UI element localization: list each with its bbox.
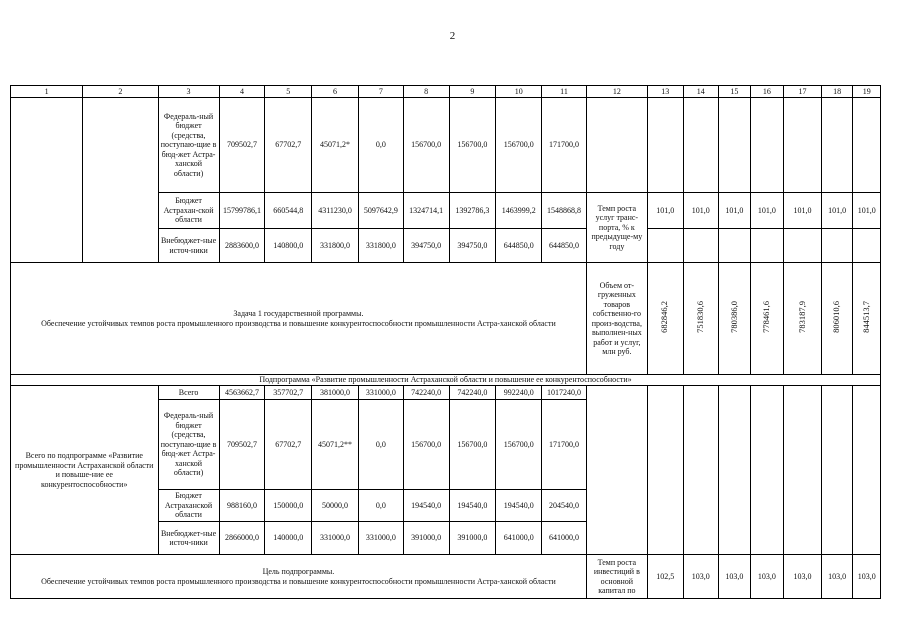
cell: 4563662,7 (219, 386, 265, 400)
source-label: Федераль-ный бюджет (средства, поступаю-щие в бюд-жет Астра-ханской области) (158, 400, 219, 490)
cell: 331000,0 (312, 522, 359, 555)
table-row (11, 98, 881, 193)
indicator-value: 101,0 (683, 193, 719, 229)
cell: 331000,0 (358, 522, 403, 555)
cell: 742240,0 (403, 386, 449, 400)
indicator-value: 103,0 (750, 555, 784, 599)
cell: 660544,8 (265, 193, 312, 229)
col-header: 13 (647, 86, 683, 98)
task-description (11, 263, 587, 375)
cell: 194540,0 (449, 490, 496, 522)
col-header: 11 (542, 86, 587, 98)
cell: 5097642,9 (358, 193, 403, 229)
indicator-value: 103,0 (821, 555, 853, 599)
cell: 357702,7 (265, 386, 312, 400)
table-row (11, 386, 881, 400)
source-label: Внебюджет-ные источ-ники (158, 229, 219, 263)
indicator-value: 778461,6 (761, 301, 772, 334)
indicator-value: 101,0 (821, 193, 853, 229)
indicator-value: 751830,6 (695, 301, 706, 334)
cell: 0,0 (358, 400, 403, 490)
source-label: Внебюджет-ные источ-ники (158, 522, 219, 555)
header-row (11, 86, 881, 98)
col-header: 5 (265, 86, 312, 98)
goal-title: Цель подпрограммы. (262, 567, 335, 576)
col-header: 18 (821, 86, 853, 98)
cell: 156700,0 (449, 98, 496, 193)
cell: 150000,0 (265, 490, 312, 522)
task-row (11, 263, 881, 375)
indicator-value: 844513,7 (860, 301, 871, 334)
cell: 988160,0 (219, 490, 265, 522)
cell: 331800,0 (358, 229, 403, 263)
cell: 171700,0 (542, 400, 587, 490)
source-label: Всего (158, 386, 219, 400)
goal-text: Обеспечение устойчивых темпов роста промышленного производства и повышение конкурентоспособности промышленности Астра-ханской области (41, 576, 556, 586)
cell: 194540,0 (403, 490, 449, 522)
task-title: Задача 1 государственной программы. (233, 309, 364, 318)
col-header: 19 (853, 86, 881, 98)
cell: 992240,0 (496, 386, 542, 400)
cell: 709502,7 (219, 400, 265, 490)
col-header: 16 (750, 86, 784, 98)
cell: 644850,0 (496, 229, 542, 263)
source-label: Федераль-ный бюджет (средства, поступаю-щие в бюд-жет Астра-ханской области) (158, 98, 219, 193)
indicator-label: Объем от-груженных товаров собственно-го произ-водства, выполнен-ных работ и услуг, млн руб. (586, 263, 647, 375)
indicator-label: Темп роста инвестиций в основной капитал по (586, 555, 647, 599)
cell: 331000,0 (358, 386, 403, 400)
cell: 391000,0 (449, 522, 496, 555)
cell: 391000,0 (403, 522, 449, 555)
cell: 1324714,1 (403, 193, 449, 229)
indicator-value: 103,0 (784, 555, 822, 599)
indicator-value: 103,0 (719, 555, 751, 599)
cell: 381000,0 (312, 386, 359, 400)
cell: 4311230,0 (312, 193, 359, 229)
indicator-value: 101,0 (853, 193, 881, 229)
col-header: 15 (719, 86, 751, 98)
cell: 1548868,8 (542, 193, 587, 229)
cell: 394750,0 (403, 229, 449, 263)
cell: 1017240,0 (542, 386, 587, 400)
cell: 50000,0 (312, 490, 359, 522)
cell: 45071,2* (312, 98, 359, 193)
cell: 171700,0 (542, 98, 587, 193)
col-header: 4 (219, 86, 265, 98)
indicator-value: 103,0 (683, 555, 719, 599)
cell: 1392786,3 (449, 193, 496, 229)
indicator-value: 101,0 (719, 193, 751, 229)
indicator-value: 101,0 (750, 193, 784, 229)
indicator-value: 101,0 (647, 193, 683, 229)
indicator-value: 101,0 (784, 193, 822, 229)
cell: 1463999,2 (496, 193, 542, 229)
col-header: 2 (83, 86, 158, 98)
cell: 156700,0 (496, 98, 542, 193)
cell: 394750,0 (449, 229, 496, 263)
subprogram-total-label: Всего по подпрограмме «Развитие промышленности Астраханской области и повыше-ние ее конкурентоспособности» (11, 386, 159, 555)
source-label: Бюджет Астрахан-ской области (158, 193, 219, 229)
cell: 156700,0 (403, 98, 449, 193)
indicator-value: 783187,9 (796, 301, 807, 334)
cell: 45071,2** (312, 400, 359, 490)
cell: 0,0 (358, 98, 403, 193)
source-label: Бюджет Астраханской области (158, 490, 219, 522)
cell: 641000,0 (496, 522, 542, 555)
cell: 140000,0 (265, 522, 312, 555)
cell: 709502,7 (219, 98, 265, 193)
indicator-value: 682846,2 (659, 301, 670, 334)
goal-row (11, 555, 881, 599)
col-header: 17 (784, 86, 822, 98)
indicator-value: 102,5 (647, 555, 683, 599)
cell: 156700,0 (449, 400, 496, 490)
cell: 742240,0 (449, 386, 496, 400)
cell: 204540,0 (542, 490, 587, 522)
cell: 641000,0 (542, 522, 587, 555)
cell: 15799786,1 (219, 193, 265, 229)
cell: 194540,0 (496, 490, 542, 522)
subprogram-title: Подпрограмма «Развитие промышленности Астраханской области и повышение ее конкурентоспособности» (11, 375, 881, 386)
budget-table (10, 85, 881, 599)
col-header: 7 (358, 86, 403, 98)
cell: 67702,7 (265, 400, 312, 490)
col-header: 8 (403, 86, 449, 98)
cell: 331800,0 (312, 229, 359, 263)
cell: 2883600,0 (219, 229, 265, 263)
subprogram-title-row (11, 375, 881, 386)
task-text: Обеспечение устойчивых темпов роста промышленного производства и повышение конкурентоспособности промышленности Астра-ханской области (41, 318, 556, 328)
indicator-value: 103,0 (853, 555, 881, 599)
cell: 67702,7 (265, 98, 312, 193)
col-header: 6 (312, 86, 359, 98)
cell: 156700,0 (403, 400, 449, 490)
col-header: 1 (11, 86, 83, 98)
indicator-value: 780386,0 (728, 301, 739, 334)
goal-description (11, 555, 587, 599)
col-header: 14 (683, 86, 719, 98)
col-header: 10 (496, 86, 542, 98)
cell: 156700,0 (496, 400, 542, 490)
col-header: 12 (586, 86, 647, 98)
col-header: 9 (449, 86, 496, 98)
page-number: 2 (449, 30, 456, 42)
cell: 0,0 (358, 490, 403, 522)
indicator-label: Темп роста услуг транс-порта, % к предыдуще-му году (586, 193, 647, 263)
cell: 644850,0 (542, 229, 587, 263)
cell: 2866000,0 (219, 522, 265, 555)
cell: 140800,0 (265, 229, 312, 263)
indicator-value: 806010,6 (831, 301, 842, 334)
col-header: 3 (158, 86, 219, 98)
